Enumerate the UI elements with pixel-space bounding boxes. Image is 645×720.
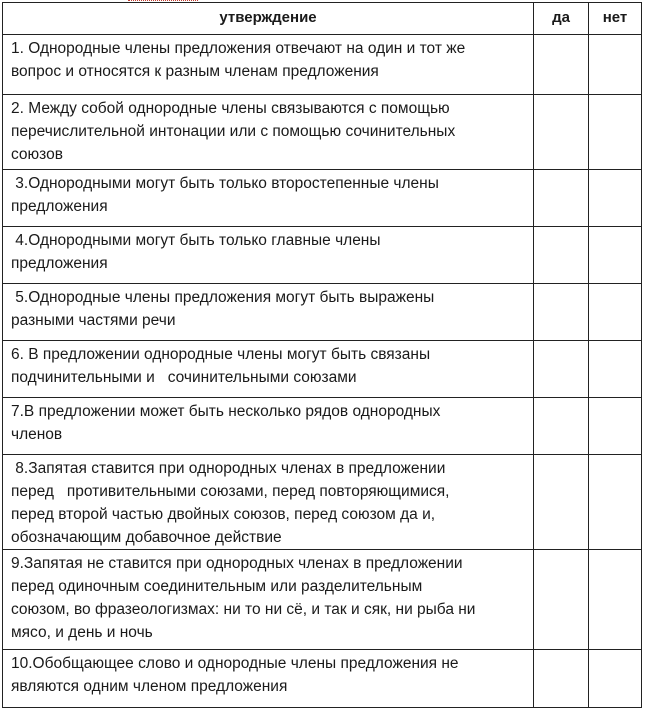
- statement-cell: [3, 398, 534, 455]
- answer-no-cell[interactable]: [589, 95, 642, 170]
- answer-no-cell[interactable]: [589, 35, 642, 95]
- statement-line: перечислительной интонации или с помощью сочинительных: [11, 123, 456, 140]
- table-row: [3, 341, 642, 398]
- statement-cell: [3, 170, 534, 227]
- statement-cell: [3, 650, 534, 708]
- statement-line: 10.Обобщающее слово и однородные члены предложения не: [11, 655, 459, 672]
- table-row: [3, 227, 642, 284]
- answer-yes-cell[interactable]: [534, 95, 589, 170]
- statement-cell: [3, 550, 534, 650]
- statement-line: предложения: [11, 198, 108, 215]
- statement-line: перед противительными союзами, перед повторяющимися,: [11, 483, 450, 500]
- answer-yes-cell[interactable]: [534, 341, 589, 398]
- table-row: [3, 284, 642, 341]
- statement-line: подчинительными и сочинительными союзами: [11, 369, 357, 386]
- header-no: нет: [589, 3, 642, 35]
- statement-line: разными частями речи: [11, 312, 176, 329]
- statement-cell: [3, 35, 534, 95]
- statement-line: 2. Между собой однородные члены связываются с помощью: [11, 100, 450, 117]
- statement-line: 8.Запятая ставится при однородных членах в предложении: [11, 460, 446, 477]
- answer-no-cell[interactable]: [589, 650, 642, 708]
- table-row: [3, 398, 642, 455]
- header-yes: да: [534, 3, 589, 35]
- table-row: [3, 35, 642, 95]
- statement-line: 1. Однородные члены предложения отвечают на один и тот же: [11, 40, 466, 57]
- statement-line: перед второй частью двойных союзов, перед союзом да и,: [11, 506, 436, 523]
- statement-cell: [3, 455, 534, 550]
- answer-yes-cell[interactable]: [534, 398, 589, 455]
- answer-yes-cell[interactable]: [534, 35, 589, 95]
- statement-line: мясо, и день и ночь: [11, 624, 153, 641]
- statement-line: перед одиночным соединительным или разделительным: [11, 578, 423, 595]
- answer-no-cell[interactable]: [589, 398, 642, 455]
- answer-no-cell[interactable]: [589, 227, 642, 284]
- statement-cell: [3, 341, 534, 398]
- table-body: [3, 35, 642, 708]
- answer-no-cell[interactable]: [589, 341, 642, 398]
- table-row: [3, 550, 642, 650]
- answer-yes-cell[interactable]: [534, 550, 589, 650]
- statement-line: вопрос и относятся к разным членам предложения: [11, 63, 379, 80]
- header-statement: утверждение: [3, 3, 534, 35]
- statement-line: предложения: [11, 255, 108, 272]
- answer-no-cell[interactable]: [589, 284, 642, 341]
- statement-line: 7.В предложении может быть несколько рядов однородных: [11, 403, 441, 420]
- statement-line: 3.Однородными могут быть только второстепенные члены: [11, 175, 439, 192]
- statement-line: членов: [11, 426, 63, 443]
- quiz-table: [2, 2, 642, 708]
- answer-yes-cell[interactable]: [534, 170, 589, 227]
- answer-no-cell[interactable]: [589, 550, 642, 650]
- answer-yes-cell[interactable]: [534, 650, 589, 708]
- answer-yes-cell[interactable]: [534, 284, 589, 341]
- statement-line: 9.Запятая не ставится при однородных членах в предложении: [11, 555, 463, 572]
- answer-yes-cell[interactable]: [534, 455, 589, 550]
- answer-yes-cell[interactable]: [534, 227, 589, 284]
- statement-line: 4.Однородными могут быть только главные члены: [11, 232, 381, 249]
- table-row: [3, 650, 642, 708]
- table-row: [3, 170, 642, 227]
- statement-cell: [3, 284, 534, 341]
- statement-line: 5.Однородные члены предложения могут быть выражены: [11, 289, 435, 306]
- table-row: [3, 95, 642, 170]
- answer-no-cell[interactable]: [589, 170, 642, 227]
- statement-cell: [3, 227, 534, 284]
- statement-cell: [3, 95, 534, 170]
- statement-line: 6. В предложении однородные члены могут быть связаны: [11, 346, 431, 363]
- statement-line: являются одним членом предложения: [11, 678, 288, 695]
- header-row: [3, 3, 642, 35]
- statement-line: союзов: [11, 146, 63, 163]
- statement-line: союзом, во фразеологизмах: ни то ни сё, и так и сяк, ни рыба ни: [11, 601, 476, 618]
- table-row: [3, 455, 642, 550]
- answer-no-cell[interactable]: [589, 455, 642, 550]
- statement-line: обозначающим добавочное действие: [11, 529, 282, 546]
